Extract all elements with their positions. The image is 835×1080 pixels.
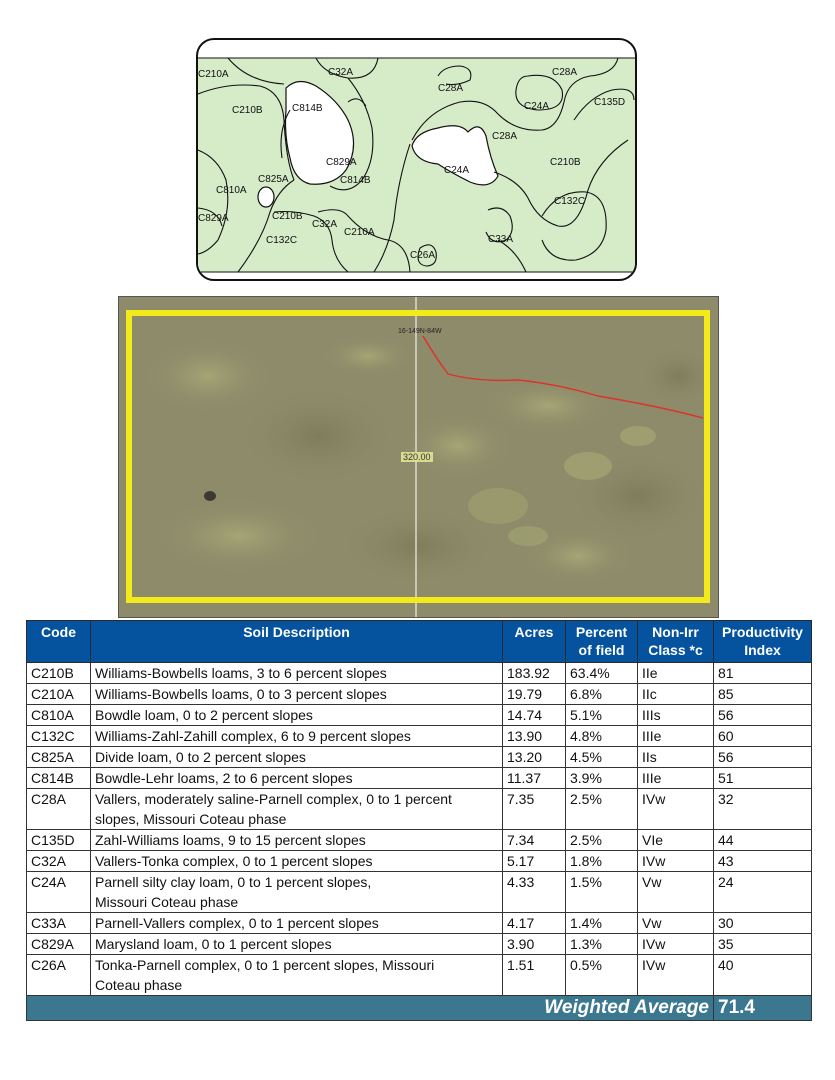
class-cell: Vw bbox=[638, 872, 714, 913]
soil-description-cell bbox=[91, 705, 503, 726]
soil-description-cell bbox=[91, 789, 503, 830]
weighted-average-value: 71.4 bbox=[714, 996, 812, 1021]
class-cell: IVw bbox=[638, 851, 714, 872]
acres-cell: 5.17 bbox=[503, 851, 566, 872]
soil-code-cell: C135D bbox=[27, 830, 91, 851]
map-label: C829A bbox=[198, 213, 229, 224]
weighted-average-label: Weighted Average bbox=[27, 996, 714, 1021]
map-label: C28A bbox=[552, 67, 578, 78]
class-cell: IIIe bbox=[638, 726, 714, 747]
productivity-index-cell: 30 bbox=[714, 913, 812, 934]
table-row bbox=[27, 726, 812, 747]
soil-code-cell: C210A bbox=[27, 684, 91, 705]
class-cell: IIIs bbox=[638, 705, 714, 726]
percent-cell: 0.5% bbox=[566, 955, 638, 996]
soil-description-cell bbox=[91, 768, 503, 789]
class-cell: IIIe bbox=[638, 768, 714, 789]
productivity-index-cell: 35 bbox=[714, 934, 812, 955]
acres-cell: 3.90 bbox=[503, 934, 566, 955]
soil-description-line: Vallers-Tonka complex, 0 to 1 percent slopes bbox=[95, 853, 373, 869]
acres-cell: 4.17 bbox=[503, 913, 566, 934]
map-label: C32A bbox=[312, 219, 338, 230]
acres-cell: 183.92 bbox=[503, 663, 566, 684]
header-description: Soil Description bbox=[91, 621, 503, 663]
acres-cell: 19.79 bbox=[503, 684, 566, 705]
soil-description-cell bbox=[91, 747, 503, 768]
percent-cell: 2.5% bbox=[566, 789, 638, 830]
percent-cell: 2.5% bbox=[566, 830, 638, 851]
acres-cell: 11.37 bbox=[503, 768, 566, 789]
acres-cell: 14.74 bbox=[503, 705, 566, 726]
productivity-index-cell: 85 bbox=[714, 684, 812, 705]
map-label: C24A bbox=[444, 165, 470, 176]
acres-cell: 4.33 bbox=[503, 872, 566, 913]
map-label: C132C bbox=[554, 196, 586, 207]
percent-cell: 1.5% bbox=[566, 872, 638, 913]
class-cell: IIe bbox=[638, 663, 714, 684]
table-body bbox=[27, 663, 812, 996]
percent-cell: 63.4% bbox=[566, 663, 638, 684]
soil-description-cell bbox=[91, 934, 503, 955]
soil-description-cell bbox=[91, 872, 503, 913]
productivity-index-cell: 60 bbox=[714, 726, 812, 747]
table-row bbox=[27, 747, 812, 768]
soil-description-line: Divide loam, 0 to 2 percent slopes bbox=[95, 749, 306, 765]
soil-description-line: Marysland loam, 0 to 1 percent slopes bbox=[95, 936, 332, 952]
map-label: C33A bbox=[488, 234, 514, 245]
productivity-index-cell: 44 bbox=[714, 830, 812, 851]
map-label: C26A bbox=[410, 250, 436, 261]
percent-cell: 4.5% bbox=[566, 747, 638, 768]
map-label: C28A bbox=[438, 83, 464, 94]
class-cell: IVw bbox=[638, 955, 714, 996]
soil-code-cell: C132C bbox=[27, 726, 91, 747]
soil-table bbox=[26, 620, 812, 1021]
soil-description-cell bbox=[91, 955, 503, 996]
percent-cell: 1.4% bbox=[566, 913, 638, 934]
soil-code-cell: C28A bbox=[27, 789, 91, 830]
class-cell: IIs bbox=[638, 747, 714, 768]
percent-cell: 1.3% bbox=[566, 934, 638, 955]
soil-code-cell: C829A bbox=[27, 934, 91, 955]
map-label: C825A bbox=[258, 174, 289, 185]
soil-code-cell: C814B bbox=[27, 768, 91, 789]
productivity-index-cell: 43 bbox=[714, 851, 812, 872]
percent-cell: 3.9% bbox=[566, 768, 638, 789]
table-row bbox=[27, 851, 812, 872]
map-label: C814B bbox=[292, 103, 323, 114]
weighted-average-row bbox=[27, 996, 812, 1021]
productivity-index-cell: 56 bbox=[714, 747, 812, 768]
map-label: C210B bbox=[272, 211, 303, 222]
percent-cell: 4.8% bbox=[566, 726, 638, 747]
acres-label: 320.00 bbox=[403, 452, 431, 462]
acres-cell: 13.90 bbox=[503, 726, 566, 747]
class-cell: IVw bbox=[638, 789, 714, 830]
percent-cell: 5.1% bbox=[566, 705, 638, 726]
soil-description-cell bbox=[91, 851, 503, 872]
header-productivity: Productivity Index bbox=[714, 621, 812, 663]
percent-cell: 1.8% bbox=[566, 851, 638, 872]
header-class: Non-Irr Class *c bbox=[638, 621, 714, 663]
soil-code-cell: C32A bbox=[27, 851, 91, 872]
productivity-index-cell: 56 bbox=[714, 705, 812, 726]
productivity-index-cell: 51 bbox=[714, 768, 812, 789]
table-row bbox=[27, 955, 812, 996]
soil-description-cell bbox=[91, 830, 503, 851]
soil-description-cell bbox=[91, 726, 503, 747]
table-row bbox=[27, 684, 812, 705]
soil-description-line: Tonka-Parnell complex, 0 to 1 percent slopes, Missouri bbox=[95, 957, 435, 973]
soil-description-cell bbox=[91, 913, 503, 934]
acres-cell: 7.35 bbox=[503, 789, 566, 830]
soil-description-line: Williams-Bowbells loams, 3 to 6 percent slopes bbox=[95, 665, 387, 681]
soil-description-line: Parnell-Vallers complex, 0 to 1 percent slopes bbox=[95, 915, 379, 931]
class-cell: VIe bbox=[638, 830, 714, 851]
soil-map bbox=[196, 38, 637, 281]
soil-description-line: Bowdle loam, 0 to 2 percent slopes bbox=[95, 707, 313, 723]
soil-description-cell bbox=[91, 663, 503, 684]
productivity-index-cell: 81 bbox=[714, 663, 812, 684]
header-acres: Acres bbox=[503, 621, 566, 663]
map-label: C210A bbox=[344, 227, 375, 238]
soil-description-line: Coteau phase bbox=[95, 977, 183, 993]
table-row bbox=[27, 663, 812, 684]
table-row bbox=[27, 934, 812, 955]
soil-description-line: Parnell silty clay loam, 0 to 1 percent slopes, bbox=[95, 874, 372, 890]
soil-code-cell: C24A bbox=[27, 872, 91, 913]
class-cell: IVw bbox=[638, 934, 714, 955]
soil-description-cell bbox=[91, 684, 503, 705]
soil-code-cell: C33A bbox=[27, 913, 91, 934]
table-row bbox=[27, 789, 812, 830]
soil-description-line: Williams-Zahl-Zahill complex, 6 to 9 percent slopes bbox=[95, 728, 411, 744]
soil-description-line: Williams-Bowbells loams, 0 to 3 percent slopes bbox=[95, 686, 387, 702]
soil-description-line: Missouri Coteau phase bbox=[95, 894, 239, 910]
productivity-index-cell: 40 bbox=[714, 955, 812, 996]
productivity-index-cell: 32 bbox=[714, 789, 812, 830]
acres-cell: 7.34 bbox=[503, 830, 566, 851]
table-row bbox=[27, 705, 812, 726]
header-code: Code bbox=[27, 621, 91, 663]
map-label: C32A bbox=[328, 67, 354, 78]
table-row bbox=[27, 830, 812, 851]
header-percent: Percent of field bbox=[566, 621, 638, 663]
map-label: C210B bbox=[232, 105, 263, 116]
class-cell: IIc bbox=[638, 684, 714, 705]
soil-code-cell: C825A bbox=[27, 747, 91, 768]
map-label: C210A bbox=[198, 69, 229, 80]
soil-code-cell: C210B bbox=[27, 663, 91, 684]
soil-description-line: slopes, Missouri Coteau phase bbox=[95, 811, 287, 827]
aerial-photo bbox=[118, 296, 719, 618]
soil-description-line: Bowdle-Lehr loams, 2 to 6 percent slopes bbox=[95, 770, 353, 786]
table-row bbox=[27, 913, 812, 934]
map-label: C135D bbox=[594, 97, 626, 108]
map-label: C28A bbox=[492, 131, 518, 142]
map-label: C132C bbox=[266, 235, 298, 246]
map-label: C814B bbox=[340, 175, 371, 186]
map-label: C210B bbox=[550, 157, 581, 168]
table-row bbox=[27, 872, 812, 913]
map-label: C810A bbox=[216, 185, 247, 196]
soil-map-water-3 bbox=[258, 187, 274, 207]
section-label: 16-149N-84W bbox=[398, 328, 442, 335]
percent-cell: 6.8% bbox=[566, 684, 638, 705]
table-row bbox=[27, 768, 812, 789]
productivity-index-cell: 24 bbox=[714, 872, 812, 913]
soil-description-line: Vallers, moderately saline-Parnell complex, 0 to 1 percent bbox=[95, 791, 452, 807]
map-label: C829A bbox=[326, 157, 357, 168]
soil-description-line: Zahl-Williams loams, 9 to 15 percent slopes bbox=[95, 832, 366, 848]
soil-code-cell: C810A bbox=[27, 705, 91, 726]
table-header-row bbox=[27, 621, 812, 663]
soil-code-cell: C26A bbox=[27, 955, 91, 996]
class-cell: Vw bbox=[638, 913, 714, 934]
map-label: C24A bbox=[524, 101, 550, 112]
acres-cell: 1.51 bbox=[503, 955, 566, 996]
acres-cell: 13.20 bbox=[503, 747, 566, 768]
